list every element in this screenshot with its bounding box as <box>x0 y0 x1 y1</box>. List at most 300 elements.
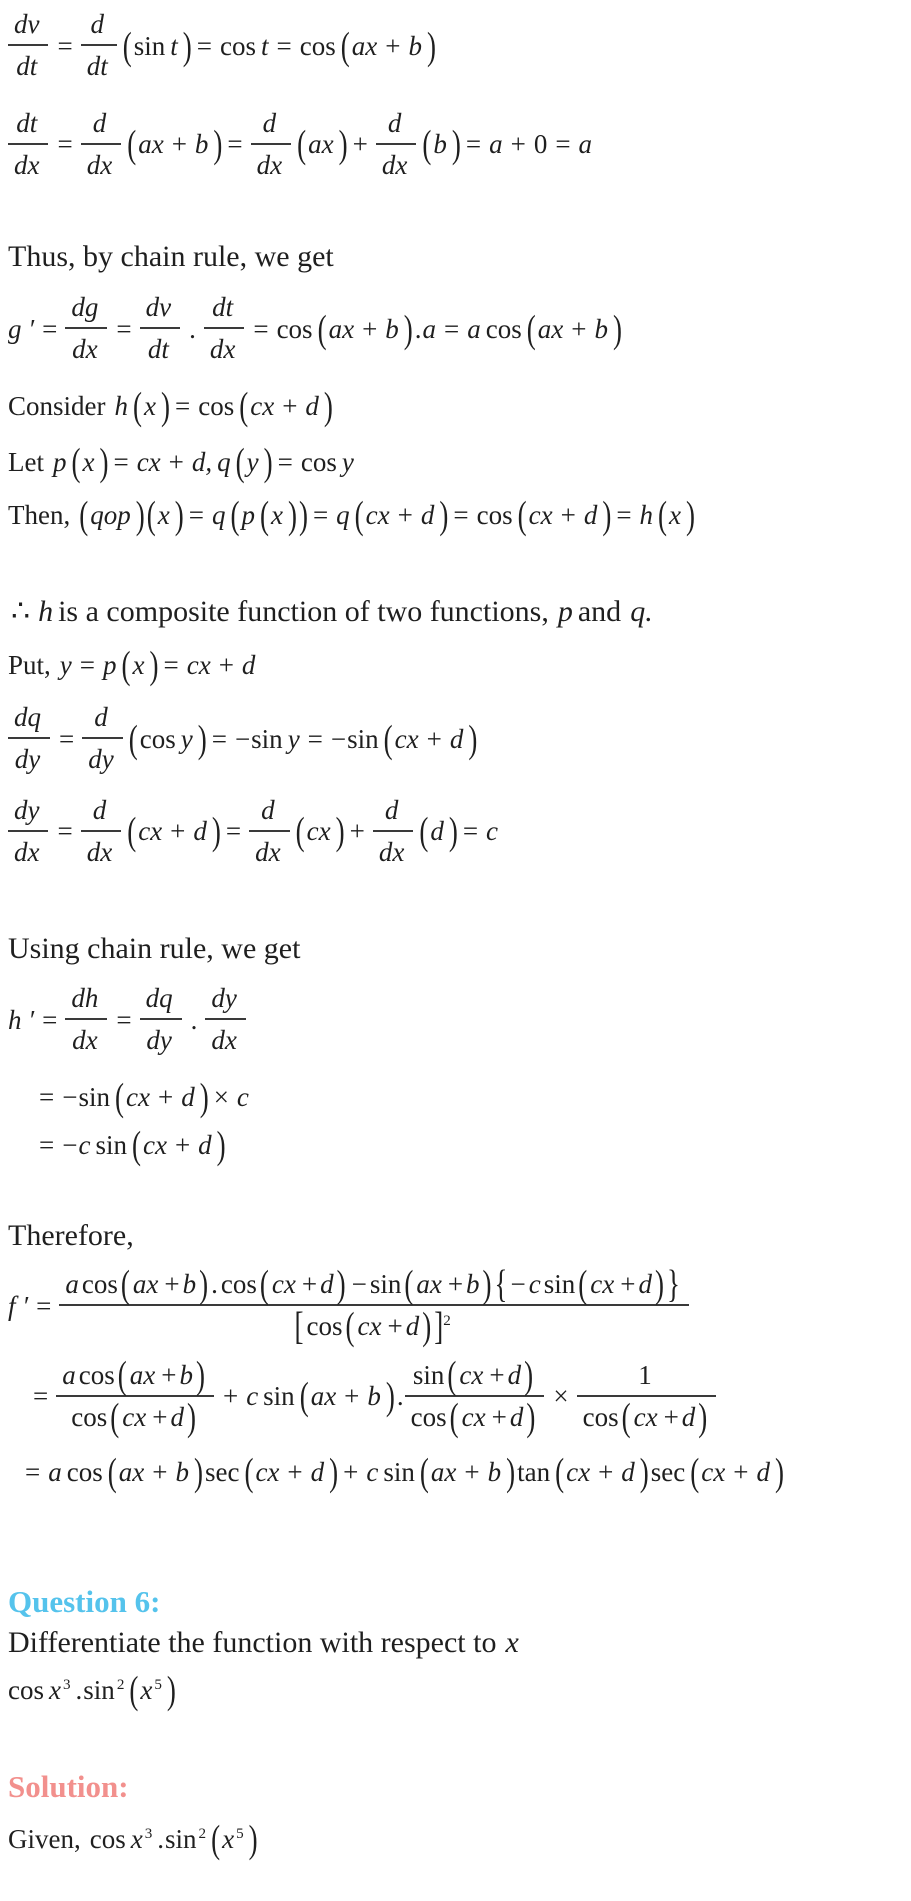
paren: ) <box>439 492 449 537</box>
math-variable: p <box>103 649 117 680</box>
math-variable: d <box>170 1402 184 1433</box>
text-run: and <box>577 595 622 629</box>
fraction-denominator <box>59 1304 689 1349</box>
paren: { <box>494 1262 508 1306</box>
math-variable: q <box>336 499 350 530</box>
math-variable: b <box>433 129 447 160</box>
fraction-denominator <box>204 329 244 366</box>
math-function: sin <box>83 1674 115 1705</box>
math-operator: + <box>301 1269 318 1300</box>
math-operator: × <box>553 1381 569 1412</box>
paren: ) <box>602 492 612 537</box>
math-variable: dt <box>86 51 108 82</box>
fraction-numerator <box>81 7 117 46</box>
fraction <box>376 106 416 183</box>
math-variable: dq <box>14 701 41 732</box>
math-variable: d <box>198 1130 212 1161</box>
math-function: cos <box>476 499 513 530</box>
math-variable: d <box>449 723 464 754</box>
math-variable: dv <box>145 292 172 323</box>
math-function: cos <box>299 30 336 61</box>
paren: ) <box>213 122 223 167</box>
paren: ( <box>340 23 350 68</box>
math-variable: b <box>182 1269 197 1300</box>
math-function: cos <box>220 30 256 61</box>
math-operator: = <box>444 313 460 344</box>
paren: [ <box>294 1304 304 1349</box>
math-variable: dx <box>255 837 281 868</box>
math-operator: + <box>157 1081 174 1112</box>
math-variable: cx <box>461 1402 486 1433</box>
math-operator: . <box>211 1269 218 1300</box>
eq-question-function <box>8 1667 903 1712</box>
math-variable: d <box>193 816 207 847</box>
text-run: Then, <box>8 499 71 530</box>
math-function: cos <box>139 723 176 754</box>
math-variable: dx <box>72 1025 98 1056</box>
paren: ) <box>698 1395 708 1439</box>
math-variable: y <box>341 447 354 478</box>
math-variable: q. <box>630 595 653 629</box>
paren: ) <box>160 384 170 428</box>
math-variable: c <box>236 1081 249 1112</box>
math-variable: dh <box>71 982 99 1013</box>
math-variable: cx <box>186 649 211 680</box>
math-variable: d, <box>191 447 213 478</box>
math-operator: + <box>491 1402 507 1433</box>
fraction <box>249 793 289 870</box>
math-variable: cx <box>566 1456 591 1487</box>
math-operator: = <box>196 30 212 61</box>
paren: ) <box>199 1262 209 1306</box>
math-variable: y <box>180 723 193 754</box>
math-variable: d <box>261 794 275 825</box>
paren: ( <box>578 1262 588 1306</box>
math-variable: dx <box>72 334 98 365</box>
math-variable: b <box>408 30 422 61</box>
math-operator: = <box>253 313 269 344</box>
para-using-chain-rule <box>8 930 903 968</box>
paren: ) <box>403 306 413 351</box>
math-operator: = <box>462 816 479 847</box>
text-run: is a composite function of two functions, <box>58 595 549 629</box>
fraction <box>140 290 180 367</box>
math-operator: + <box>344 1381 360 1412</box>
superscript: 3 <box>62 1676 71 1693</box>
paren: ( <box>110 1395 120 1439</box>
eq-h-prime-step2 <box>36 1074 903 1119</box>
math-variable: ax <box>351 30 378 61</box>
math-variable: t <box>170 30 178 61</box>
math-variable: qop <box>90 499 131 530</box>
math-operator: + <box>663 1402 679 1433</box>
paren: ) <box>451 122 461 167</box>
paren: ( <box>419 1449 429 1494</box>
fraction-denominator <box>140 329 180 366</box>
math-variable: a <box>467 313 481 344</box>
math-variable: x <box>49 1674 61 1705</box>
paren: ( <box>526 306 536 351</box>
line-let <box>8 440 903 484</box>
fraction-numerator <box>56 1352 214 1397</box>
math-operator: − <box>330 723 347 754</box>
paren: ] <box>434 1304 444 1349</box>
fraction-numerator <box>8 7 48 46</box>
paren: ( <box>690 1449 700 1494</box>
math-operator: + <box>170 816 186 847</box>
math-operator: = <box>116 1004 132 1035</box>
math-operator: . <box>75 1674 83 1705</box>
math-function: cos <box>485 313 522 344</box>
paren: ( <box>71 440 81 484</box>
text-run: Given, <box>8 1824 81 1855</box>
eq-h-prime-step3 <box>36 1123 903 1167</box>
math-operator: = <box>555 129 571 160</box>
math-variable: b <box>466 1269 480 1300</box>
paren: ) <box>323 384 333 428</box>
superscript: 2 <box>198 1826 207 1843</box>
paren: ) <box>193 1449 203 1494</box>
math-variable: a <box>489 129 503 160</box>
paren: ( <box>383 716 393 761</box>
paren: ( <box>122 23 132 68</box>
math-function: sec <box>650 1456 686 1487</box>
math-variable: cx <box>122 1402 147 1433</box>
fraction-numerator <box>249 793 289 832</box>
math-function: cos <box>276 313 313 344</box>
math-operator: = <box>227 129 243 160</box>
math-operator: + <box>510 129 526 160</box>
math-operator: = <box>36 1290 52 1321</box>
paren: ) <box>654 1262 664 1306</box>
math-operator: + <box>733 1456 749 1487</box>
math-variable: d <box>420 499 435 530</box>
math-variable: b <box>487 1456 502 1487</box>
fraction <box>8 7 48 84</box>
math-variable: d <box>241 649 256 680</box>
paren: ) <box>298 492 308 537</box>
math-operator: + <box>168 447 184 478</box>
math-operator: + <box>598 1456 614 1487</box>
math-operator: − <box>234 723 251 754</box>
math-function: cos <box>66 1456 103 1487</box>
math-variable: g ′ <box>8 313 35 344</box>
fraction-denominator <box>405 1395 545 1439</box>
paren: ( <box>317 306 327 351</box>
math-variable: d <box>681 1402 696 1433</box>
paren: ) <box>524 1352 534 1397</box>
fraction-numerator <box>8 106 48 145</box>
math-variable: cx <box>394 723 419 754</box>
paren: ( <box>345 1304 355 1349</box>
eq-dv-dt <box>8 10 903 87</box>
eq-f-prime-step2 <box>30 1352 903 1439</box>
math-variable: p <box>557 595 573 629</box>
math-variable: p <box>52 447 67 478</box>
math-operator: . <box>414 313 422 344</box>
math-operator: − <box>62 1130 78 1161</box>
fraction-denominator <box>205 1020 245 1057</box>
fraction-denominator <box>81 145 121 182</box>
math-variable: ax <box>310 1381 337 1412</box>
math-operator: + <box>560 499 576 530</box>
math-variable: y <box>287 723 300 754</box>
math-function: cos <box>220 1269 257 1300</box>
math-variable: d <box>92 794 107 825</box>
paren: ( <box>121 642 131 687</box>
math-operator: + <box>152 1402 168 1433</box>
superscript: 5 <box>154 1676 162 1693</box>
math-variable: b <box>594 313 608 344</box>
math-function: cos <box>410 1402 447 1433</box>
paren: ) <box>174 492 184 537</box>
paren: ( <box>131 1123 141 1167</box>
math-variable: cx <box>590 1269 615 1300</box>
math-operator: + <box>171 129 187 160</box>
math-variable: d <box>756 1456 770 1487</box>
math-operator: = <box>465 129 482 160</box>
para-therefore <box>8 1217 903 1255</box>
math-variable: x <box>505 1626 519 1660</box>
math-function: sin <box>133 30 166 61</box>
math-operator: = <box>57 816 73 847</box>
fraction-numerator <box>373 793 413 832</box>
paren: ) <box>506 1449 516 1494</box>
math-variable: d <box>92 107 107 138</box>
math-variable: dt <box>147 334 169 365</box>
fraction-numerator <box>81 793 121 832</box>
eq-f-prime-result <box>22 1449 903 1494</box>
math-function: sec <box>204 1456 240 1487</box>
math-function: cos <box>71 1402 108 1433</box>
math-operator: + <box>174 1130 191 1161</box>
line-consider <box>8 384 903 428</box>
question-6-heading: Question 6: <box>8 1583 161 1619</box>
line-put <box>8 642 903 687</box>
math-variable: ax <box>416 1269 442 1300</box>
math-function: sin <box>412 1359 445 1390</box>
math-variable: d <box>387 107 402 138</box>
math-operator: + <box>426 723 442 754</box>
paren: ( <box>422 122 432 167</box>
math-variable: q <box>211 499 226 530</box>
paren: ( <box>117 1352 127 1397</box>
math-operator: = <box>42 1004 58 1035</box>
fraction <box>405 1352 545 1439</box>
math-variable: dx <box>211 1025 237 1056</box>
math-variable: x <box>140 1674 153 1705</box>
math-operator: − <box>510 1269 526 1300</box>
math-variable: c <box>528 1269 541 1300</box>
superscript: 5 <box>236 1826 244 1843</box>
paren: ( <box>299 1374 309 1419</box>
math-variable: a <box>65 1269 79 1300</box>
fraction-denominator <box>81 832 121 869</box>
math-variable: cx <box>136 447 161 478</box>
eq-dq-dy <box>8 703 903 780</box>
eq-dy-dx <box>8 796 903 873</box>
paren: ( <box>120 1262 130 1306</box>
math-variable: dy <box>146 1025 172 1056</box>
math-variable: d <box>583 499 598 530</box>
math-function: sin <box>78 1081 110 1112</box>
paren: ) <box>482 1262 492 1306</box>
math-variable: d <box>509 1402 524 1433</box>
line-then <box>8 492 903 537</box>
paren: ( <box>259 1262 269 1306</box>
superscript: 2 <box>443 1313 451 1330</box>
math-operator: = <box>312 499 329 530</box>
math-variable: a <box>422 313 437 344</box>
math-variable: t <box>261 30 269 61</box>
fraction-denominator <box>8 739 50 776</box>
math-operator: + <box>397 499 413 530</box>
math-variable: ax <box>129 1359 156 1390</box>
math-variable: d <box>94 701 108 732</box>
math-variable: dx <box>14 837 40 868</box>
math-variable: dx <box>256 150 283 181</box>
fraction-numerator <box>204 290 244 329</box>
text-run: Let <box>8 447 44 478</box>
paren: ( <box>239 384 249 428</box>
text-run: Thus, by chain rule, we get <box>8 239 334 273</box>
fraction-denominator <box>8 145 48 182</box>
math-operator: + <box>164 1269 180 1300</box>
text-run: Differentiate the function with respect to <box>8 1626 497 1660</box>
paren: ( <box>404 1262 414 1306</box>
math-operator: = <box>33 1381 49 1412</box>
math-variable: ax <box>430 1456 457 1487</box>
solution-heading: Solution: <box>8 1769 129 1805</box>
math-operator: + <box>385 30 401 61</box>
math-variable: dv <box>14 9 40 39</box>
math-variable: cx <box>701 1456 726 1487</box>
math-variable: x <box>270 499 283 530</box>
paren: ( <box>129 1667 139 1712</box>
math-operator: + <box>282 390 298 421</box>
math-variable: b <box>194 129 209 160</box>
math-operator: = <box>57 129 73 160</box>
paren: ( <box>230 492 240 537</box>
math-function: cos <box>78 1359 115 1390</box>
math-function: sin <box>251 723 283 754</box>
math-variable: ax <box>132 1269 159 1300</box>
fraction-numerator <box>81 106 121 145</box>
math-operator: = <box>277 447 293 478</box>
paren: ( <box>449 1395 459 1439</box>
math-variable: cx <box>250 390 275 421</box>
paren: ( <box>133 384 142 428</box>
math-variable: b <box>179 1359 193 1390</box>
math-variable: x <box>157 499 170 530</box>
fraction <box>81 106 121 183</box>
math-operator: + <box>161 1359 177 1390</box>
math-function: cos <box>306 1311 343 1342</box>
fraction <box>82 700 122 777</box>
math-operator: = <box>79 649 95 680</box>
paren: ) <box>774 1449 784 1494</box>
fraction <box>373 793 413 870</box>
math-variable: d <box>384 794 399 825</box>
para-thus-chain-rule <box>8 238 903 276</box>
math-variable: d <box>638 1269 652 1300</box>
math-function: sin <box>263 1381 295 1412</box>
fraction-numerator <box>140 981 182 1020</box>
math-variable: x <box>130 1824 143 1855</box>
paren: ) <box>385 1374 395 1419</box>
math-variable: dx <box>86 837 113 868</box>
eq-f-prime-quotient <box>8 1262 903 1349</box>
fraction-denominator <box>56 1395 214 1439</box>
math-operator: = <box>188 499 204 530</box>
text-run: Consider <box>8 390 106 421</box>
fraction-numerator <box>59 1262 689 1306</box>
eq-dt-dx <box>8 109 903 186</box>
paren: ) <box>335 809 345 853</box>
paren: ( <box>127 809 137 853</box>
math-operator: . <box>157 1824 165 1855</box>
math-variable: dy <box>88 744 114 775</box>
math-variable: d <box>305 390 319 421</box>
paren: ( <box>107 1449 117 1494</box>
math-variable: c <box>366 1456 379 1487</box>
math-variable: c <box>246 1381 259 1412</box>
eq-h-prime <box>8 984 903 1061</box>
paren: ) <box>211 809 221 853</box>
fraction-numerator <box>140 290 180 329</box>
math-function: sin <box>543 1269 576 1300</box>
math-operator: + <box>464 1456 480 1487</box>
math-variable: ax <box>328 313 355 344</box>
fraction <box>251 106 291 183</box>
math-variable: dg <box>71 292 99 323</box>
math-variable: x <box>669 499 682 530</box>
math-operator: × <box>213 1081 229 1112</box>
paren: ) <box>248 1817 258 1861</box>
paren: ) <box>422 1304 432 1349</box>
math-variable: ax <box>138 129 164 160</box>
fraction <box>65 290 107 367</box>
fraction <box>81 793 121 870</box>
paren: ) <box>468 716 478 761</box>
line-given <box>8 1817 903 1861</box>
math-variable: y <box>246 447 259 478</box>
math-variable: b <box>385 313 399 344</box>
math-variable: dt <box>16 51 38 82</box>
superscript: 3 <box>144 1826 153 1843</box>
paren: ) <box>135 492 145 537</box>
fraction-denominator <box>8 46 48 83</box>
math-variable: cx <box>271 1269 296 1300</box>
math-variable: cx <box>306 816 331 847</box>
math-operator: + <box>447 1269 464 1300</box>
math-variable: h <box>38 595 54 629</box>
math-function: cos <box>198 390 235 421</box>
math-variable: h <box>639 499 654 530</box>
fraction-numerator <box>8 700 50 739</box>
math-variable: d <box>320 1269 334 1300</box>
math-operator: = <box>39 1130 55 1161</box>
paren: ( <box>146 492 156 537</box>
math-function: cos <box>81 1269 118 1300</box>
math-operator: = <box>307 723 323 754</box>
fraction-denominator <box>65 1020 107 1057</box>
paren: ) <box>686 492 696 537</box>
math-variable: ax <box>308 129 334 160</box>
math-variable: c <box>486 816 499 847</box>
math-variable: d <box>262 107 277 138</box>
math-variable: dt <box>212 292 234 323</box>
